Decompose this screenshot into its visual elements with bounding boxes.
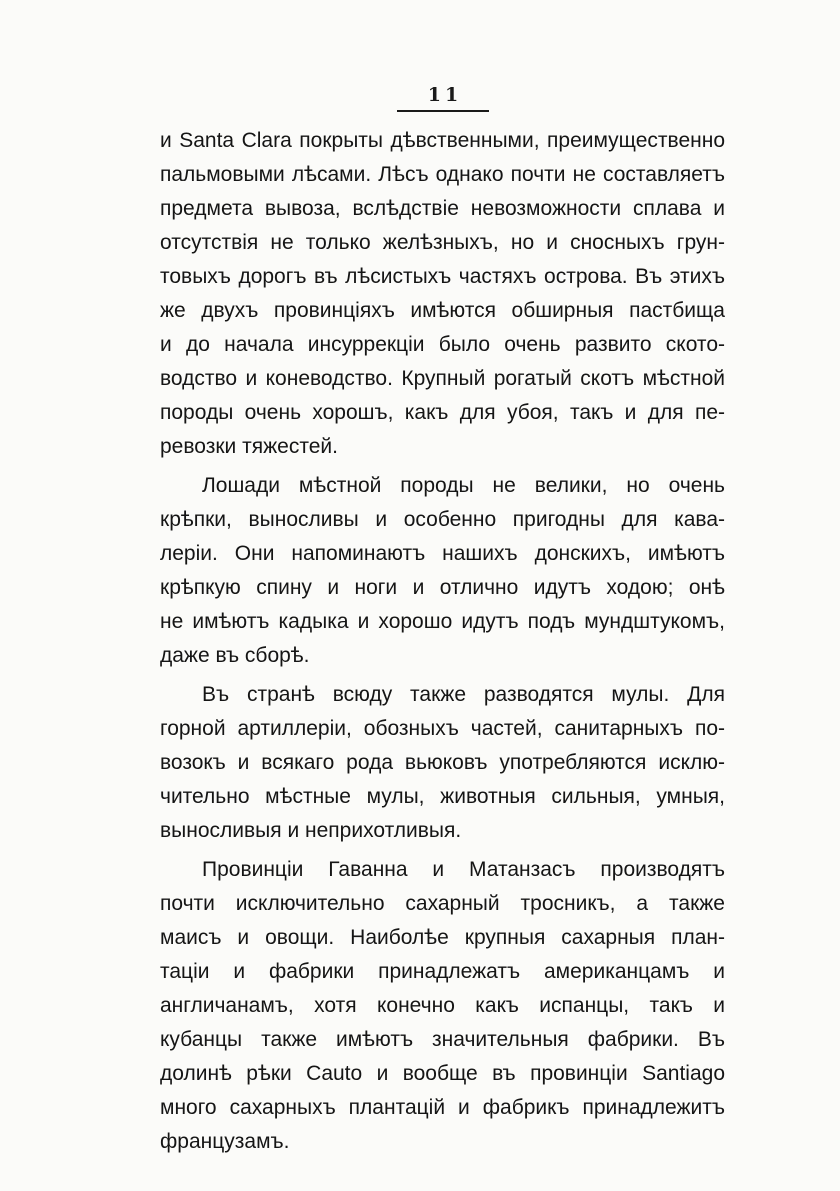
text-line: выносливыя и неприхотливыя. bbox=[160, 819, 462, 842]
text-line: Провинціи Гаванна и Матанзасъ производятъ bbox=[202, 858, 725, 881]
text-line: возокъ и всякаго рода вьюковъ употребляются исклю- bbox=[160, 751, 725, 774]
text-line: французамъ. bbox=[160, 1130, 290, 1153]
text-line: почти исключительно сахарный тросникъ, а также bbox=[160, 892, 725, 915]
text-line: товыхъ дорогъ въ лѣсистыхъ частяхъ острова. Въ этихъ bbox=[160, 265, 725, 288]
text-line: Лошади мѣстной породы не велики, но очень bbox=[202, 474, 725, 497]
text-line: Въ странѣ всюду также разводятся мулы. Для bbox=[202, 683, 725, 706]
text-line: таціи и фабрики принадлежатъ американцамъ и bbox=[160, 960, 725, 983]
text-line: много сахарныхъ плантацій и фабрикъ принадлежитъ bbox=[160, 1096, 725, 1119]
paragraph bbox=[160, 124, 725, 464]
paragraph bbox=[160, 678, 725, 848]
paragraph bbox=[160, 469, 725, 673]
text-line: даже въ сборѣ. bbox=[160, 644, 310, 667]
text-line: чительно мѣстные мулы, животныя сильныя, умныя, bbox=[160, 785, 725, 808]
paragraph bbox=[160, 853, 725, 1159]
text-line: пальмовыми лѣсами. Лѣсъ однако почти не составляетъ bbox=[160, 163, 725, 186]
text-line: водство и коневодство. Крупный рогатый скотъ мѣстной bbox=[160, 367, 725, 390]
text-line: англичанамъ, хотя конечно какъ испанцы, такъ и bbox=[160, 994, 725, 1017]
text-line: крѣпкую спину и ноги и отлично идутъ ходою; онѣ bbox=[160, 576, 725, 599]
text-line: и до начала инсуррекціи было очень развито ското- bbox=[160, 333, 725, 356]
page-number-rule bbox=[397, 110, 489, 112]
text-line: предмета вывоза, вслѣдствіе невозможности сплава и bbox=[160, 197, 725, 220]
page-number: 11 bbox=[427, 84, 463, 106]
text-line: и Santa Clara покрыты дѣвственными, преимущественно bbox=[160, 129, 725, 152]
text-line: отсутствія не только желѣзныхъ, но и сносныхъ грун- bbox=[160, 231, 725, 254]
text-line: же двухъ провинціяхъ имѣются обширныя пастбища bbox=[160, 299, 725, 322]
text-line: леріи. Они напоминаютъ нашихъ донскихъ, имѣютъ bbox=[160, 542, 725, 565]
body-text bbox=[160, 124, 725, 1164]
text-line: ревозки тяжестей. bbox=[160, 435, 338, 458]
text-line: кубанцы также имѣютъ значительныя фабрики. Въ bbox=[160, 1028, 725, 1051]
text-line: долинѣ рѣки Cauto и вообще въ провинціи Santiago bbox=[160, 1062, 725, 1085]
text-line: породы очень хорошъ, какъ для убоя, такъ и для пе- bbox=[160, 401, 725, 424]
text-line: маисъ и овощи. Наиболѣе крупныя сахарныя план- bbox=[160, 926, 725, 949]
text-line: горной артиллеріи, обозныхъ частей, санитарныхъ по- bbox=[160, 717, 725, 740]
text-line: крѣпки, выносливы и особенно пригодны для кава- bbox=[160, 508, 725, 531]
text-line: не имѣютъ кадыка и хорошо идутъ подъ мундштукомъ, bbox=[160, 610, 725, 633]
